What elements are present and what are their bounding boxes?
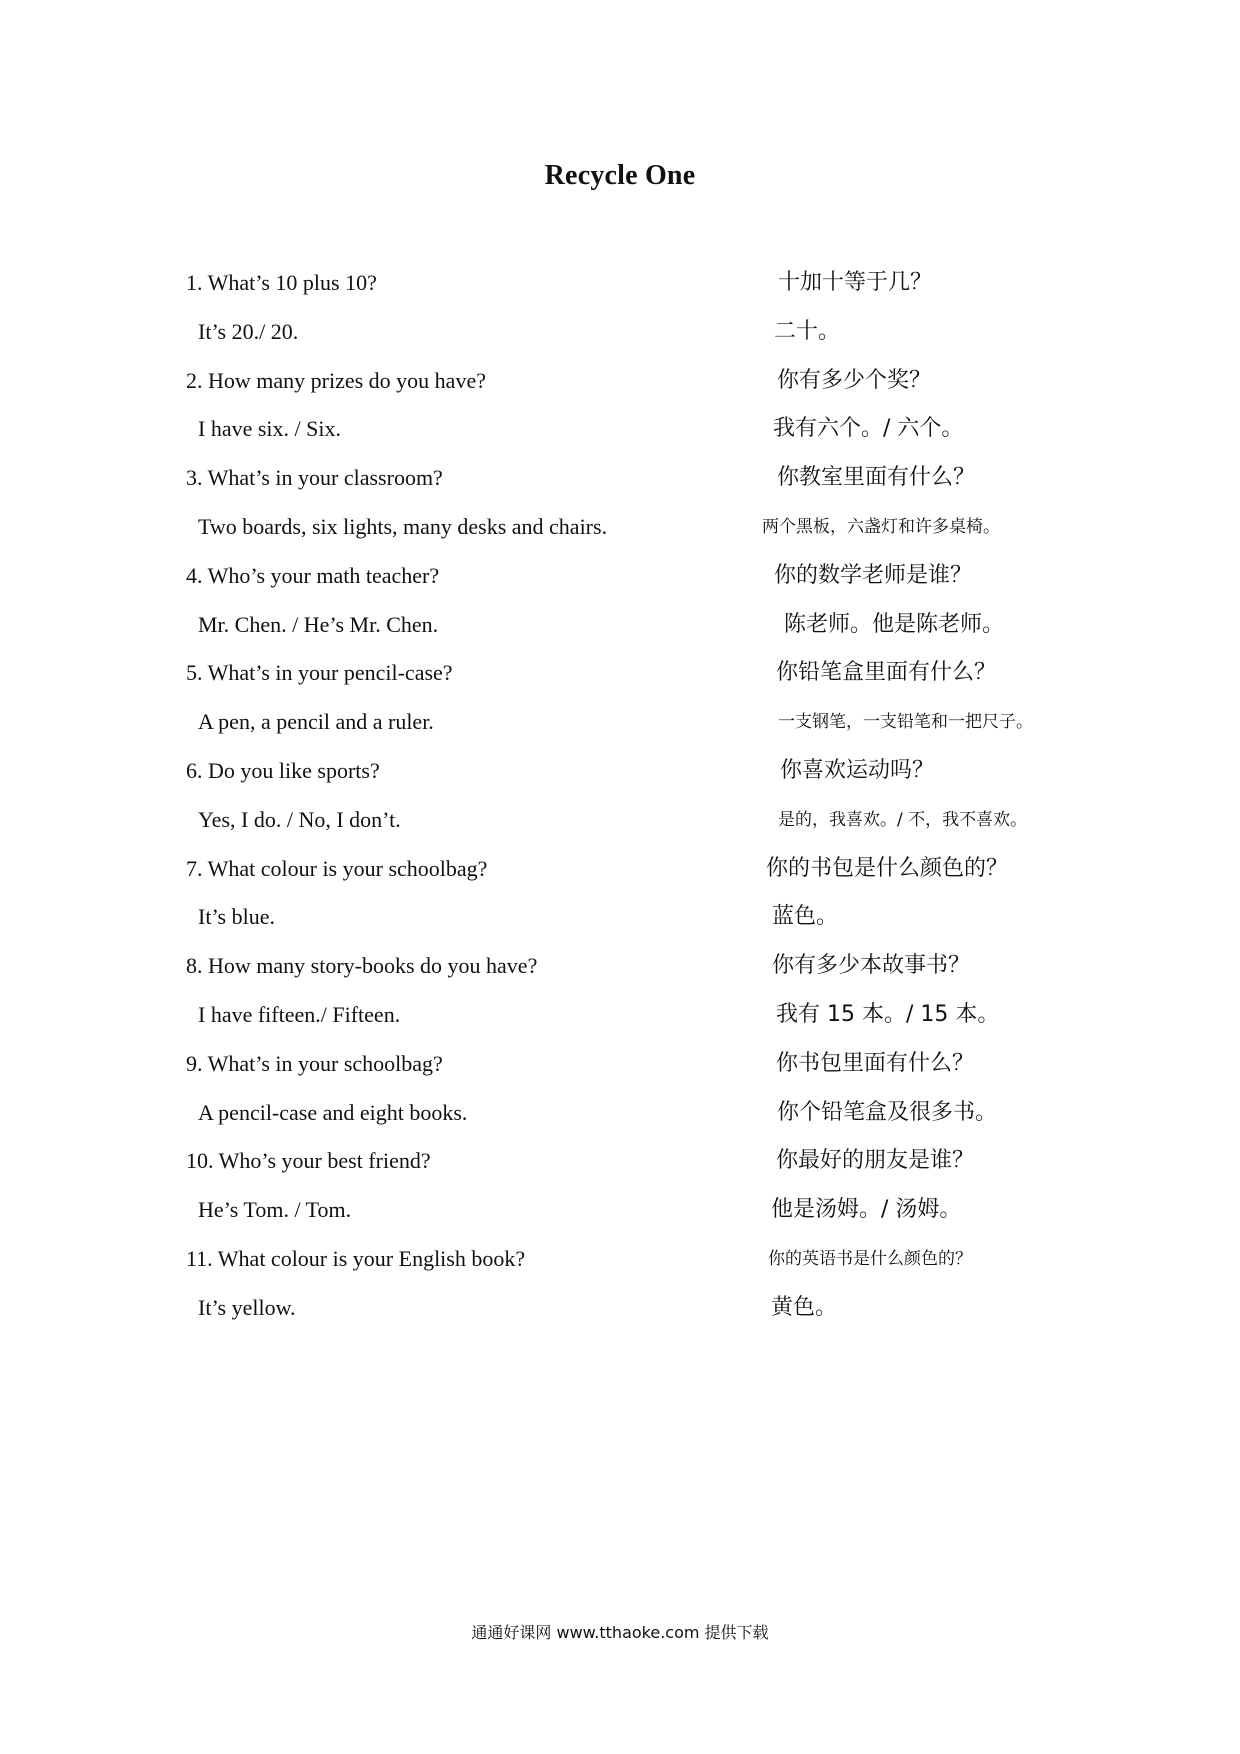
question-english: 3. What’s in your classroom?	[186, 465, 443, 491]
question-chinese: 你铅笔盒里面有什么？	[776, 660, 997, 686]
answer-line	[186, 414, 1086, 463]
answer-chinese: 他是汤姆。/ 汤姆。	[771, 1197, 962, 1223]
question-english: 7. What colour is your schoolbag?	[186, 855, 488, 881]
answer-chinese: 两个黑板，六盏灯和许多桌椅。	[762, 516, 1000, 537]
question-line	[186, 1244, 1086, 1293]
question-english: 4. Who’s your math teacher?	[186, 562, 440, 588]
question-chinese: 你教室里面有什么？	[777, 465, 976, 491]
question-chinese: 十加十等于几？	[778, 270, 933, 295]
answer-line	[186, 1293, 1086, 1342]
answer-chinese: 一支钢笔，一支铅笔和一把尺子。	[778, 712, 1033, 733]
answer-line	[186, 1195, 1086, 1244]
answer-chinese: 陈老师。他是陈老师。	[784, 611, 1005, 637]
question-line	[186, 1146, 1086, 1195]
answer-chinese: 我有六个。/ 六个。	[773, 416, 964, 442]
answer-line	[186, 1000, 1086, 1049]
question-line	[186, 854, 1086, 903]
answer-line	[186, 512, 1086, 561]
question-line	[186, 268, 1086, 317]
question-english: 6. Do you like sports?	[186, 757, 380, 783]
question-chinese: 你最好的朋友是谁？	[776, 1148, 975, 1174]
answer-english: He’s Tom. / Tom.	[198, 1197, 352, 1223]
question-english: 11. What colour is your English book?	[186, 1245, 526, 1271]
answer-english: I have fifteen./ Fifteen.	[198, 1001, 401, 1027]
question-chinese: 你的英语书是什么颜色的？	[768, 1248, 972, 1269]
question-line	[186, 366, 1086, 415]
question-english: 1. What’s 10 plus 10?	[186, 270, 377, 295]
answer-english: A pencil-case and eight books.	[198, 1099, 468, 1125]
question-chinese: 你有多少本故事书？	[772, 953, 971, 979]
answer-line	[186, 610, 1086, 659]
answer-english: I have six. / Six.	[198, 416, 341, 442]
answer-line	[186, 902, 1086, 951]
question-line	[186, 756, 1086, 805]
question-english: 10. Who’s your best friend?	[186, 1148, 431, 1174]
answer-english: Yes, I do. / No, I don’t.	[198, 806, 401, 832]
question-line	[186, 951, 1086, 1000]
answer-line	[186, 317, 1086, 366]
answer-chinese: 黄色。	[771, 1294, 838, 1320]
question-line	[186, 561, 1086, 610]
answer-english: Mr. Chen. / He’s Mr. Chen.	[198, 611, 439, 637]
answer-line	[186, 707, 1086, 756]
answer-english: A pen, a pencil and a ruler.	[198, 709, 434, 735]
question-chinese: 你有多少个奖？	[777, 367, 932, 393]
question-line	[186, 658, 1086, 707]
page-footer: 通通好课网 www.tthaoke.com 提供下载	[471, 1623, 769, 1642]
answer-chinese: 是的，我喜欢。/ 不，我不喜欢。	[778, 809, 1028, 830]
answer-chinese: 你个铅笔盒及很多书。	[777, 1099, 998, 1125]
question-chinese: 你书包里面有什么？	[776, 1050, 975, 1076]
question-english: 9. What’s in your schoolbag?	[186, 1050, 443, 1076]
answer-english: It’s blue.	[198, 904, 275, 930]
answer-chinese: 我有 15 本。/ 15 本。	[776, 1001, 1000, 1027]
question-english: 2. How many prizes do you have?	[186, 367, 486, 393]
page-title: Recycle One	[544, 160, 696, 191]
answer-line	[186, 1098, 1086, 1147]
question-line	[186, 463, 1086, 512]
question-english: 8. How many story-books do you have?	[186, 953, 538, 979]
qa-list	[186, 268, 1086, 1342]
question-chinese: 你的书包是什么颜色的？	[766, 855, 1009, 881]
answer-english: It’s yellow.	[198, 1294, 296, 1320]
answer-english: Two boards, six lights, many desks and chairs.	[198, 513, 608, 539]
question-chinese: 你的数学老师是谁？	[774, 562, 973, 588]
answer-english: It’s 20./ 20.	[198, 318, 299, 344]
answer-line	[186, 805, 1086, 854]
answer-chinese: 蓝色。	[772, 904, 839, 930]
answer-chinese: 二十。	[774, 318, 841, 344]
question-english: 5. What’s in your pencil-case?	[186, 660, 453, 686]
question-chinese: 你喜欢运动吗？	[780, 757, 935, 783]
question-line	[186, 1049, 1086, 1098]
